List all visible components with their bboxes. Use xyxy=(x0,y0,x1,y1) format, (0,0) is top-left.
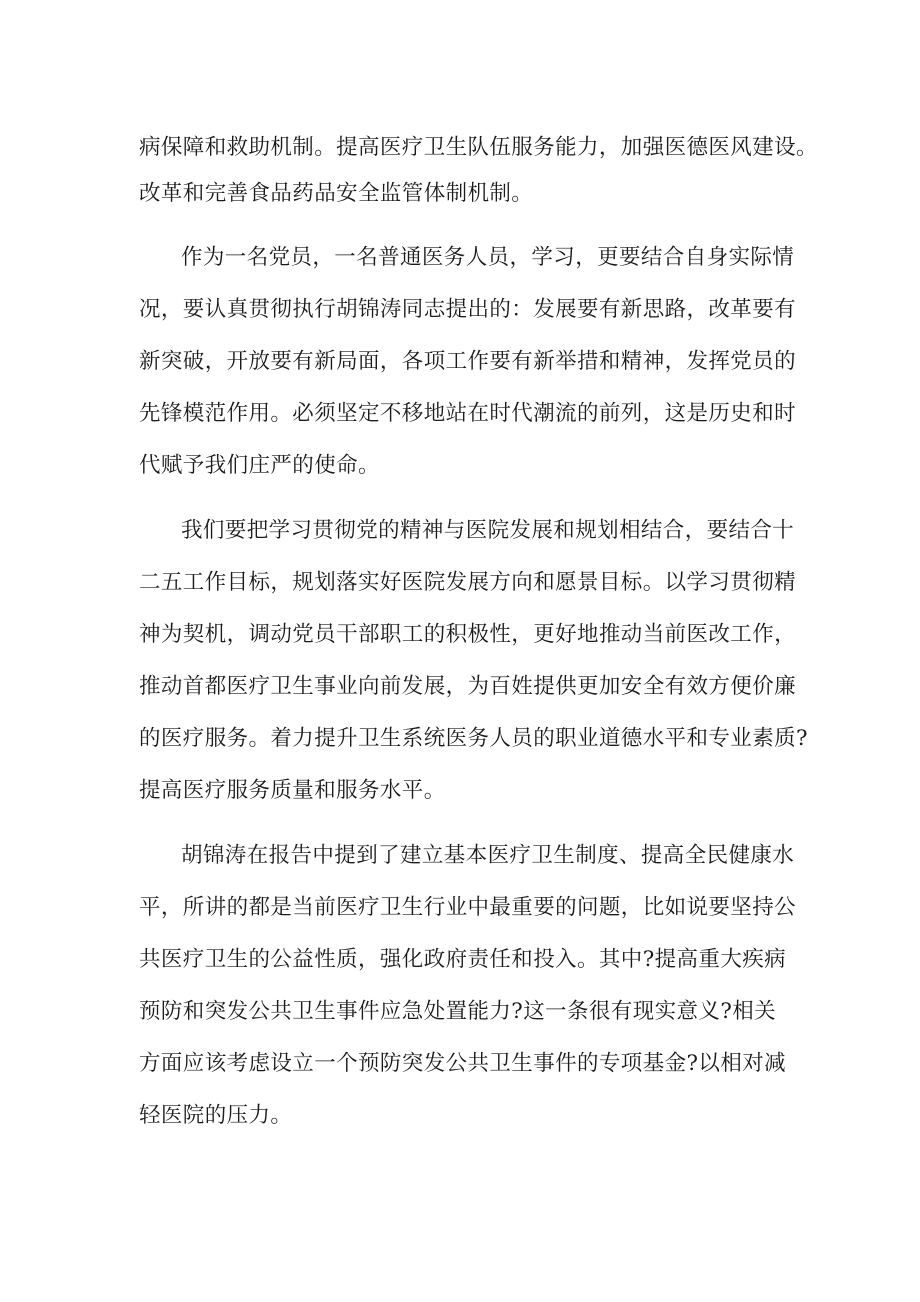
paragraph-4-line-4: 预防和突发公共卫生事件应急处置能力?这一条很有现实意义?相关 xyxy=(139,999,777,1024)
paragraph-2-line-3: 新突破，开放要有新局面，各项工作要有新举措和精神，发挥党员的 xyxy=(139,349,797,374)
paragraph-3-line-6: 提高医疗服务质量和服务水平。 xyxy=(139,778,446,803)
paragraph-2-line-4: 先锋模范作用。必须坚定不移地站在时代潮流的前列，这是历史和时 xyxy=(139,401,797,426)
paragraph-4-line-2: 平，所讲的都是当前医疗卫生行业中最重要的问题，比如说要坚持公 xyxy=(139,895,797,920)
paragraph-3-line-2: 二五工作目标，规划落实好医院发展方向和愿景目标。以学习贯彻精 xyxy=(139,570,797,595)
paragraph-1-line-2: 改革和完善食品药品安全监管体制机制。 xyxy=(139,181,534,206)
paragraph-2-line-5: 代赋予我们庄严的使命。 xyxy=(139,453,380,478)
paragraph-3-line-1: 我们要把学习贯彻党的精神与医院发展和规划相结合，要结合十 xyxy=(181,518,795,543)
paragraph-3-line-3: 神为契机，调动党员干部职工的积极性，更好地推动当前医改工作， xyxy=(139,622,797,647)
paragraph-4-line-6: 轻医院的压力。 xyxy=(139,1103,293,1128)
paragraph-4-line-5: 方面应该考虑设立一个预防突发公共卫生事件的专项基金?以相对减 xyxy=(139,1051,787,1076)
paragraph-3-line-5: 的医疗服务。着力提升卫生系统医务人员的职业道德水平和专业素质? xyxy=(139,726,808,751)
paragraph-1-line-1: 病保障和救助机制。提高医疗卫生队伍服务能力，加强医德医风建设。 xyxy=(139,135,818,160)
paragraph-2-line-1: 作为一名党员，一名普通医务人员，学习，更要结合自身实际情 xyxy=(181,245,795,270)
paragraph-2-line-2: 况，要认真贯彻执行胡锦涛同志提出的：发展要有新思路，改革要有 xyxy=(139,297,797,322)
paragraph-4-line-3: 共医疗卫生的公益性质，强化政府责任和投入。其中?提高重大疾病 xyxy=(139,947,787,972)
paragraph-4-line-1: 胡锦涛在报告中提到了建立基本医疗卫生制度、提高全民健康水 xyxy=(181,843,795,868)
paragraph-3-line-4: 推动首都医疗卫生事业向前发展，为百姓提供更加安全有效方便价廉 xyxy=(139,674,797,699)
